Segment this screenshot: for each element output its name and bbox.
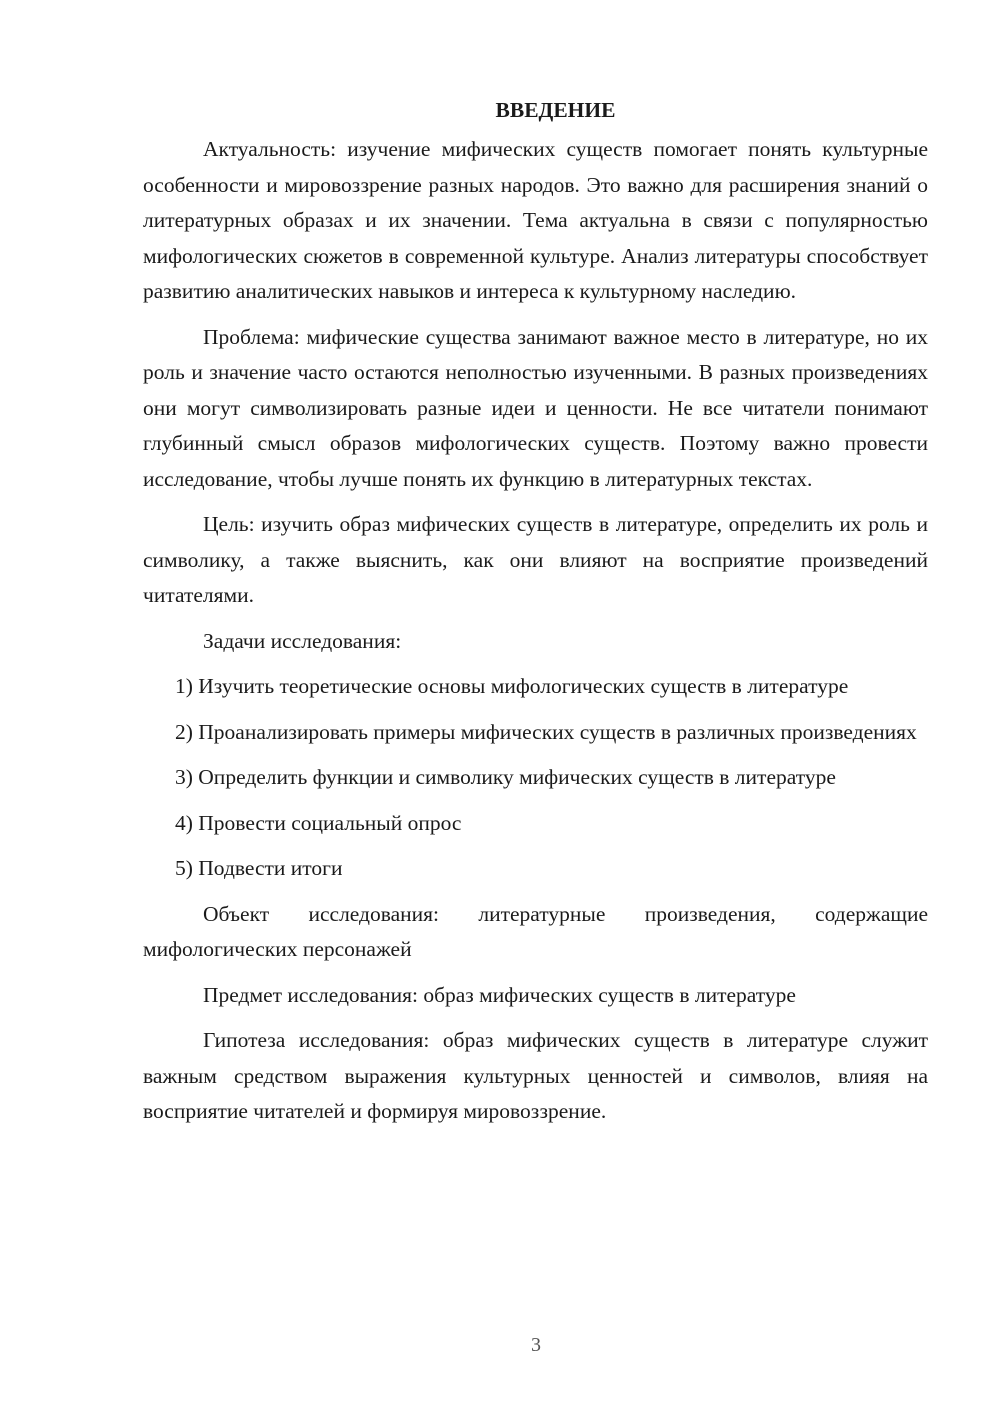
problem-paragraph: Проблема: мифические существа занимают важное место в литературе, но их роль и значение часто остаются неполностью изученными. В разных произведениях они могут символизировать разные идеи и ценности. Не все читатели понимают глубинный смысл образов мифологических существ. Поэтому важно провести исследование, чтобы лучше понять их функцию в литературных текстах. (143, 324, 928, 491)
document-page (143, 92, 928, 1140)
page-title: ВВЕДЕНИЕ (495, 98, 616, 122)
task-item: 2) Проанализировать примеры мифических существ в различных произведениях (175, 719, 917, 744)
relevance-paragraph: Актуальность: изучение мифических существ помогает понять культурные особенности и мировоззрение разных народов. Это важно для расширения знаний о литературных образах и их значении. Тема актуальна в связи с популярностью мифологических сюжетов в современной культуре. Анализ литературы способствует развитию аналитических навыков и интереса к культурному наследию. (143, 137, 928, 303)
goal-paragraph: Цель: изучить образ мифических существ в литературе, определить их роль и символику, а также выяснить, как они влияют на восприятие произведений читателями. (143, 512, 928, 607)
task-item: 1) Изучить теоретические основы мифологических существ в литературе (175, 674, 849, 698)
task-item: 3) Определить функции и символику мифических существ в литературе (175, 765, 836, 789)
subject-paragraph: Предмет исследования: образ мифических существ в литературе (203, 982, 796, 1007)
hypothesis-paragraph: Гипотеза исследования: образ мифических существ в литературе служит важным средством выражения культурных ценностей и символов, влияя на восприятие читателей и формируя мировоззрение. (143, 1028, 928, 1123)
page-number: 3 (531, 1334, 541, 1356)
tasks-heading: Задачи исследования: (203, 628, 402, 653)
object-paragraph: Объект исследования: литературные произведения, содержащие мифологических персонажей (143, 901, 928, 961)
task-item: 4) Провести социальный опрос (175, 810, 462, 835)
task-item: 5) Подвести итоги (175, 856, 343, 880)
